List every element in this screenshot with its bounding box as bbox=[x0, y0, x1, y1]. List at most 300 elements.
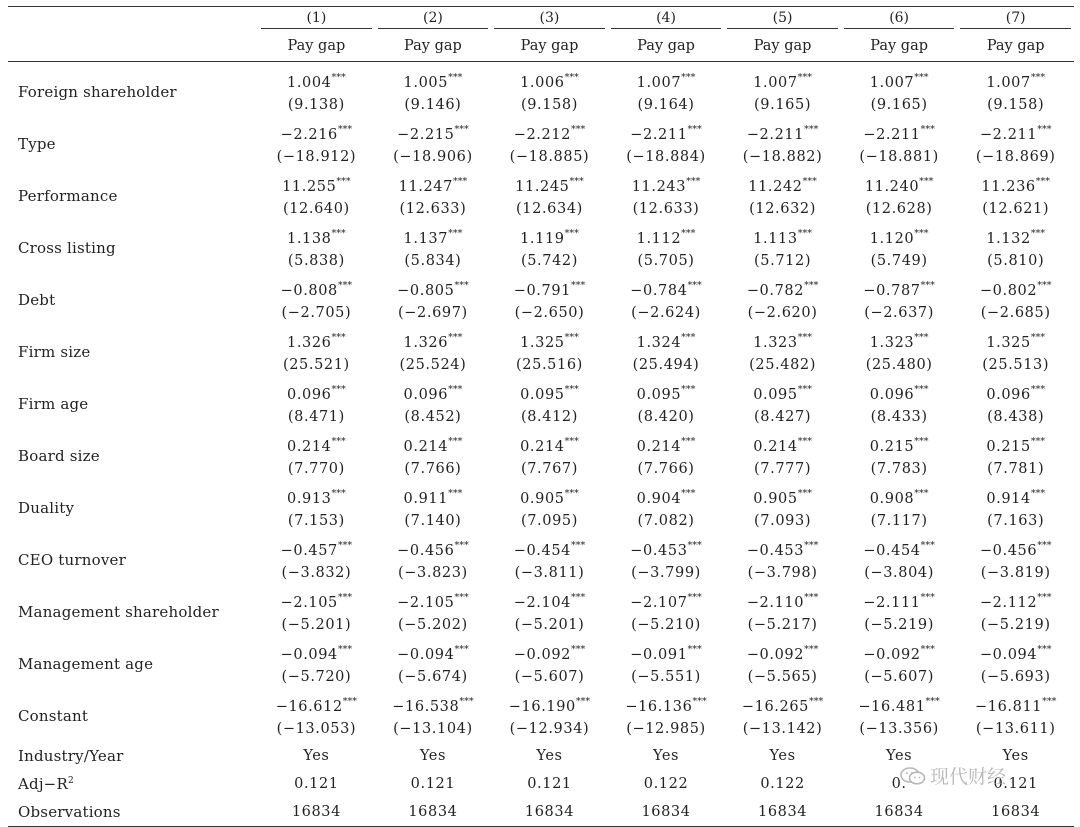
variable-label: Debt bbox=[18, 291, 56, 309]
coefficient-value: −2.104 bbox=[513, 594, 571, 611]
column-number-label: (7) bbox=[960, 10, 1071, 29]
t-statistic: (25.524) bbox=[399, 356, 467, 373]
estimate-cell bbox=[841, 638, 958, 690]
variable-label: Cross listing bbox=[18, 239, 116, 257]
column-number-label: (4) bbox=[611, 10, 722, 29]
significance-stars: *** bbox=[914, 384, 929, 396]
footer-row bbox=[8, 798, 1074, 827]
column-number bbox=[491, 7, 608, 32]
coefficient bbox=[957, 588, 1074, 614]
coefficient bbox=[258, 172, 375, 198]
coefficient-value: −2.105 bbox=[280, 594, 338, 611]
column-number bbox=[724, 7, 841, 32]
column-number bbox=[375, 7, 492, 32]
coefficient-value: −0.808 bbox=[280, 282, 338, 299]
t-statistic: (−13.053) bbox=[276, 720, 357, 737]
estimate-cell bbox=[841, 534, 958, 586]
coefficient bbox=[957, 484, 1074, 510]
coefficient-value: −0.092 bbox=[513, 646, 571, 663]
significance-stars: *** bbox=[575, 696, 591, 708]
t-statistic: (7.163) bbox=[987, 512, 1045, 529]
estimate-cell bbox=[491, 170, 608, 222]
t-statistic: (5.712) bbox=[754, 252, 812, 269]
estimate-cell bbox=[375, 62, 492, 119]
t-statistic: (8.433) bbox=[870, 408, 928, 425]
coefficient bbox=[957, 224, 1074, 250]
coefficient bbox=[724, 588, 841, 614]
significance-stars: *** bbox=[687, 592, 702, 604]
coefficient-value: −0.454 bbox=[863, 542, 921, 559]
significance-stars: *** bbox=[920, 280, 935, 292]
significance-stars: *** bbox=[448, 228, 463, 240]
coefficient-value: −16.190 bbox=[508, 698, 576, 715]
estimate-cell bbox=[957, 62, 1074, 119]
coefficient-value: 1.119 bbox=[520, 230, 565, 247]
t-statistic: (9.165) bbox=[754, 96, 812, 113]
coefficient bbox=[258, 588, 375, 614]
footer-value: 0.121 bbox=[410, 776, 456, 792]
t-statistic: (−18.882) bbox=[742, 148, 823, 165]
coefficient-value: 0.914 bbox=[986, 490, 1031, 507]
t-statistic: (7.117) bbox=[870, 512, 928, 529]
coefficient-value: −2.211 bbox=[863, 126, 921, 143]
t-statistic: (−5.720) bbox=[281, 668, 352, 685]
coefficient bbox=[375, 68, 492, 94]
coefficient bbox=[258, 640, 375, 666]
footer-label-text: Observations bbox=[18, 803, 121, 821]
coefficient-value: −0.454 bbox=[513, 542, 571, 559]
significance-stars: *** bbox=[797, 488, 812, 500]
coefficient-value: −2.111 bbox=[863, 594, 921, 611]
coefficient-value: 0.096 bbox=[287, 386, 332, 403]
estimate-cell bbox=[957, 690, 1074, 742]
significance-stars: *** bbox=[1037, 124, 1052, 136]
estimate-cell bbox=[841, 170, 958, 222]
significance-stars: *** bbox=[570, 592, 586, 604]
coefficient-value: −0.094 bbox=[280, 646, 338, 663]
t-statistic: (−2.624) bbox=[631, 304, 701, 321]
coefficient bbox=[841, 692, 958, 718]
coefficient-value: 11.243 bbox=[631, 178, 687, 195]
significance-stars: *** bbox=[681, 332, 696, 344]
t-statistic: (−5.201) bbox=[281, 616, 352, 633]
coefficient-value: 0.214 bbox=[753, 438, 798, 455]
coefficient-value: −0.094 bbox=[979, 646, 1038, 663]
coefficient bbox=[841, 68, 958, 94]
coefficient-value: 0.215 bbox=[869, 438, 915, 455]
t-statistic: (−18.906) bbox=[393, 148, 473, 165]
estimate-cell bbox=[608, 378, 725, 430]
variable-label: Firm age bbox=[18, 395, 89, 413]
significance-stars: *** bbox=[454, 540, 469, 552]
estimate-cell bbox=[258, 638, 375, 690]
coefficient-value: 0.911 bbox=[403, 490, 449, 507]
t-statistic: (9.158) bbox=[520, 96, 578, 113]
significance-stars: *** bbox=[1030, 228, 1046, 240]
coefficient bbox=[258, 224, 375, 250]
coefficient-value: 1.007 bbox=[636, 74, 682, 91]
t-statistic: (−5.201) bbox=[514, 616, 585, 633]
t-statistic: (−5.607) bbox=[864, 668, 934, 685]
table-row bbox=[8, 430, 1074, 482]
coefficient bbox=[724, 276, 841, 302]
estimate-cell bbox=[957, 430, 1074, 482]
estimate-cell bbox=[841, 118, 958, 170]
footer-value: 0.121 bbox=[993, 776, 1038, 792]
t-statistic: (5.742) bbox=[520, 252, 578, 269]
t-statistic: (−2.697) bbox=[398, 304, 468, 321]
significance-stars: *** bbox=[564, 228, 579, 240]
coefficient-value: 0.905 bbox=[753, 490, 798, 507]
t-statistic: (−3.798) bbox=[747, 564, 818, 581]
estimate-cell bbox=[258, 586, 375, 638]
footer-label bbox=[8, 742, 258, 770]
t-statistic: (−5.674) bbox=[398, 668, 468, 685]
coefficient bbox=[608, 692, 725, 718]
coefficient-value: 11.240 bbox=[864, 178, 920, 195]
estimate-cell bbox=[724, 430, 841, 482]
coefficient-value: −0.787 bbox=[863, 282, 921, 299]
estimate-cell bbox=[724, 62, 841, 119]
significance-stars: *** bbox=[331, 332, 346, 344]
estimate-cell bbox=[608, 170, 725, 222]
significance-stars: *** bbox=[564, 384, 579, 396]
t-statistic: (25.513) bbox=[982, 356, 1050, 373]
significance-stars: *** bbox=[1037, 644, 1052, 656]
footer-label bbox=[8, 798, 258, 827]
t-statistic: (7.093) bbox=[754, 512, 812, 529]
significance-stars: *** bbox=[914, 72, 929, 84]
coefficient bbox=[608, 328, 725, 354]
significance-stars: *** bbox=[914, 488, 929, 500]
estimate-cell bbox=[841, 62, 958, 119]
coefficient bbox=[375, 536, 492, 562]
estimate-cell bbox=[841, 326, 958, 378]
significance-stars: *** bbox=[914, 436, 929, 448]
significance-stars: *** bbox=[448, 488, 463, 500]
coefficient bbox=[375, 432, 492, 458]
estimate-cell bbox=[608, 118, 725, 170]
estimate-cell bbox=[608, 430, 725, 482]
t-statistic: (−2.620) bbox=[747, 304, 818, 321]
significance-stars: *** bbox=[687, 644, 702, 656]
t-statistic: (−13.611) bbox=[975, 720, 1056, 737]
footer-value: 16834 bbox=[524, 804, 575, 820]
coefficient bbox=[841, 120, 958, 146]
coefficient-value: 11.236 bbox=[981, 178, 1036, 195]
estimate-cell bbox=[841, 378, 958, 430]
significance-stars: *** bbox=[570, 644, 586, 656]
significance-stars: *** bbox=[1030, 436, 1046, 448]
estimate-cell bbox=[491, 222, 608, 274]
table-row bbox=[8, 326, 1074, 378]
significance-stars: *** bbox=[692, 696, 707, 708]
footer-label-superscript: 2 bbox=[67, 776, 74, 786]
coefficient bbox=[841, 328, 958, 354]
t-statistic: (9.146) bbox=[404, 96, 462, 113]
significance-stars: *** bbox=[804, 280, 819, 292]
significance-stars: *** bbox=[920, 124, 935, 136]
coefficient bbox=[491, 432, 608, 458]
footer-value: 16834 bbox=[874, 804, 924, 820]
t-statistic: (7.766) bbox=[637, 460, 695, 477]
coefficient bbox=[841, 640, 958, 666]
coefficient-value: 0.096 bbox=[869, 386, 915, 403]
t-statistic: (7.095) bbox=[520, 512, 578, 529]
coefficient bbox=[375, 172, 492, 198]
coefficient-value: 1.132 bbox=[986, 230, 1031, 247]
coefficient-value: −2.216 bbox=[280, 126, 338, 143]
coefficient-value: −2.107 bbox=[630, 594, 688, 611]
coefficient bbox=[608, 432, 725, 458]
estimate-cell bbox=[608, 62, 725, 119]
coefficient-value: 0.214 bbox=[636, 438, 682, 455]
estimate-cell bbox=[258, 222, 375, 274]
t-statistic: (−3.799) bbox=[631, 564, 701, 581]
coefficient-value: −0.791 bbox=[513, 282, 571, 299]
significance-stars: *** bbox=[331, 384, 346, 396]
coefficient bbox=[258, 68, 375, 94]
estimate-cell bbox=[841, 586, 958, 638]
significance-stars: *** bbox=[914, 332, 929, 344]
significance-stars: *** bbox=[570, 280, 586, 292]
coefficient bbox=[841, 276, 958, 302]
coefficient bbox=[491, 172, 608, 198]
coefficient bbox=[724, 484, 841, 510]
coefficient bbox=[841, 536, 958, 562]
significance-stars: *** bbox=[686, 176, 701, 188]
footer-value: Yes bbox=[419, 748, 446, 764]
estimate-cell bbox=[375, 430, 492, 482]
significance-stars: *** bbox=[1030, 72, 1046, 84]
estimate-cell bbox=[724, 274, 841, 326]
variable-label: Duality bbox=[18, 499, 75, 517]
coefficient bbox=[841, 484, 958, 510]
significance-stars: *** bbox=[797, 332, 812, 344]
significance-stars: *** bbox=[804, 644, 819, 656]
t-statistic: (8.412) bbox=[520, 408, 578, 425]
t-statistic: (9.165) bbox=[870, 96, 928, 113]
table-row bbox=[8, 534, 1074, 586]
significance-stars: *** bbox=[797, 72, 812, 84]
significance-stars: *** bbox=[681, 488, 696, 500]
estimate-cell bbox=[491, 482, 608, 534]
t-statistic: (−18.884) bbox=[626, 148, 706, 165]
t-statistic: (7.140) bbox=[404, 512, 462, 529]
column-number bbox=[957, 7, 1074, 32]
column-number-label: (1) bbox=[261, 10, 372, 29]
coefficient bbox=[375, 640, 492, 666]
table-row bbox=[8, 62, 1074, 119]
estimate-cell bbox=[957, 482, 1074, 534]
table-row bbox=[8, 690, 1074, 742]
coefficient-value: 1.006 bbox=[520, 74, 565, 91]
t-statistic: (−3.804) bbox=[864, 564, 934, 581]
estimate-cell bbox=[957, 222, 1074, 274]
coefficient-value: 11.242 bbox=[748, 178, 803, 195]
estimate-cell bbox=[608, 638, 725, 690]
coefficient-value: 0.095 bbox=[753, 386, 798, 403]
estimate-cell bbox=[375, 638, 492, 690]
table-row bbox=[8, 482, 1074, 534]
coefficient-value: −16.481 bbox=[858, 698, 926, 715]
t-statistic: (7.777) bbox=[754, 460, 812, 477]
coefficient bbox=[724, 432, 841, 458]
estimate-cell bbox=[258, 378, 375, 430]
estimate-cell bbox=[841, 482, 958, 534]
coefficient-value: 1.007 bbox=[986, 74, 1031, 91]
significance-stars: *** bbox=[452, 176, 468, 188]
coefficient-value: 0.214 bbox=[403, 438, 449, 455]
t-statistic: (5.810) bbox=[987, 252, 1045, 269]
t-statistic: (7.770) bbox=[287, 460, 345, 477]
coefficient bbox=[491, 68, 608, 94]
t-statistic: (8.427) bbox=[754, 408, 812, 425]
coefficient bbox=[841, 588, 958, 614]
coefficient-value: −0.782 bbox=[746, 282, 805, 299]
estimate-cell bbox=[491, 62, 608, 119]
estimate-cell bbox=[724, 690, 841, 742]
t-statistic: (9.138) bbox=[287, 96, 345, 113]
coefficient-value: −0.453 bbox=[630, 542, 688, 559]
column-number-label: (3) bbox=[494, 10, 605, 29]
t-statistic: (8.471) bbox=[287, 408, 345, 425]
t-statistic: (−3.832) bbox=[281, 564, 352, 581]
footer-value: Yes bbox=[652, 748, 680, 764]
coefficient bbox=[375, 224, 492, 250]
coefficient-value: −0.457 bbox=[280, 542, 338, 559]
t-statistic: (25.482) bbox=[749, 356, 816, 373]
t-statistic: (7.781) bbox=[987, 460, 1045, 477]
footer-label bbox=[8, 770, 258, 798]
estimate-cell bbox=[724, 326, 841, 378]
significance-stars: *** bbox=[454, 644, 469, 656]
estimate-cell bbox=[724, 586, 841, 638]
coefficient bbox=[608, 68, 725, 94]
t-statistic: (25.494) bbox=[632, 356, 700, 373]
dependent-variable-row bbox=[8, 31, 1074, 62]
coefficient-value: −0.092 bbox=[863, 646, 921, 663]
significance-stars: *** bbox=[804, 592, 819, 604]
coefficient bbox=[491, 276, 608, 302]
coefficient-value: 0.096 bbox=[403, 386, 449, 403]
estimate-cell bbox=[724, 222, 841, 274]
t-statistic: (−5.551) bbox=[631, 668, 701, 685]
t-statistic: (7.153) bbox=[287, 512, 345, 529]
dependent-variable-label: Pay gap bbox=[258, 31, 375, 62]
t-statistic: (−18.912) bbox=[276, 148, 357, 165]
coefficient-value: −2.211 bbox=[630, 126, 688, 143]
coefficient-value: 1.004 bbox=[287, 74, 332, 91]
coefficient-value: 0.095 bbox=[636, 386, 682, 403]
coefficient-value: −2.105 bbox=[397, 594, 455, 611]
t-statistic: (12.628) bbox=[865, 200, 933, 217]
estimate-cell bbox=[957, 326, 1074, 378]
coefficient-value: −2.110 bbox=[746, 594, 805, 611]
coefficient bbox=[957, 120, 1074, 146]
significance-stars: *** bbox=[337, 540, 353, 552]
estimate-cell bbox=[841, 222, 958, 274]
significance-stars: *** bbox=[920, 644, 935, 656]
watermark-text: 现代财经 bbox=[930, 766, 1007, 788]
coefficient bbox=[724, 536, 841, 562]
significance-stars: *** bbox=[448, 436, 463, 448]
significance-stars: *** bbox=[920, 540, 935, 552]
column-number bbox=[608, 7, 725, 32]
footer-value: 0.122 bbox=[760, 776, 805, 792]
coefficient bbox=[608, 640, 725, 666]
estimate-cell bbox=[957, 378, 1074, 430]
estimate-cell bbox=[841, 274, 958, 326]
coefficient-value: 1.325 bbox=[986, 334, 1031, 351]
footer-value: 16834 bbox=[758, 804, 808, 820]
significance-stars: *** bbox=[448, 72, 463, 84]
t-statistic: (−12.934) bbox=[509, 720, 590, 737]
coefficient bbox=[724, 692, 841, 718]
estimate-cell bbox=[375, 274, 492, 326]
coefficient bbox=[724, 224, 841, 250]
coefficient-value: 1.137 bbox=[403, 230, 449, 247]
estimate-cell bbox=[608, 586, 725, 638]
estimate-cell bbox=[724, 170, 841, 222]
coefficient-value: −16.811 bbox=[975, 698, 1043, 715]
significance-stars: *** bbox=[804, 124, 819, 136]
footer-label-text: Industry/Year bbox=[18, 747, 124, 765]
significance-stars: *** bbox=[331, 72, 346, 84]
estimate-cell bbox=[608, 690, 725, 742]
dependent-variable-label: Pay gap bbox=[491, 31, 608, 62]
estimate-cell bbox=[957, 586, 1074, 638]
coefficient bbox=[724, 120, 841, 146]
variable-label: CEO turnover bbox=[18, 551, 126, 569]
significance-stars: *** bbox=[808, 696, 824, 708]
t-statistic: (8.438) bbox=[987, 408, 1045, 425]
estimate-cell bbox=[491, 378, 608, 430]
t-statistic: (−5.607) bbox=[514, 668, 585, 685]
estimate-cell bbox=[375, 586, 492, 638]
coefficient-value: −16.136 bbox=[625, 698, 693, 715]
significance-stars: *** bbox=[1030, 384, 1046, 396]
table-row bbox=[8, 274, 1074, 326]
significance-stars: *** bbox=[797, 384, 812, 396]
estimate-cell bbox=[375, 222, 492, 274]
estimate-cell bbox=[724, 378, 841, 430]
coefficient bbox=[491, 484, 608, 510]
coefficient-value: 1.325 bbox=[520, 334, 565, 351]
t-statistic: (5.838) bbox=[287, 252, 345, 269]
coefficient bbox=[841, 172, 958, 198]
variable-label: Performance bbox=[18, 187, 118, 205]
significance-stars: *** bbox=[342, 696, 358, 708]
variable-label: Management age bbox=[18, 655, 154, 673]
t-statistic: (−18.885) bbox=[509, 148, 590, 165]
coefficient-value: −0.456 bbox=[979, 542, 1038, 559]
estimate-cell bbox=[258, 482, 375, 534]
coefficient bbox=[957, 432, 1074, 458]
dependent-variable-label: Pay gap bbox=[841, 31, 958, 62]
table-body bbox=[8, 62, 1074, 827]
coefficient-value: 0.214 bbox=[520, 438, 565, 455]
estimate-cell bbox=[491, 690, 608, 742]
coefficient-value: −2.211 bbox=[979, 126, 1038, 143]
coefficient-value: 1.007 bbox=[753, 74, 798, 91]
coefficient bbox=[841, 224, 958, 250]
coefficient bbox=[841, 380, 958, 406]
coefficient bbox=[258, 536, 375, 562]
variable-label: Firm size bbox=[18, 343, 91, 361]
t-statistic: (−3.819) bbox=[980, 564, 1051, 581]
estimate-cell bbox=[957, 274, 1074, 326]
